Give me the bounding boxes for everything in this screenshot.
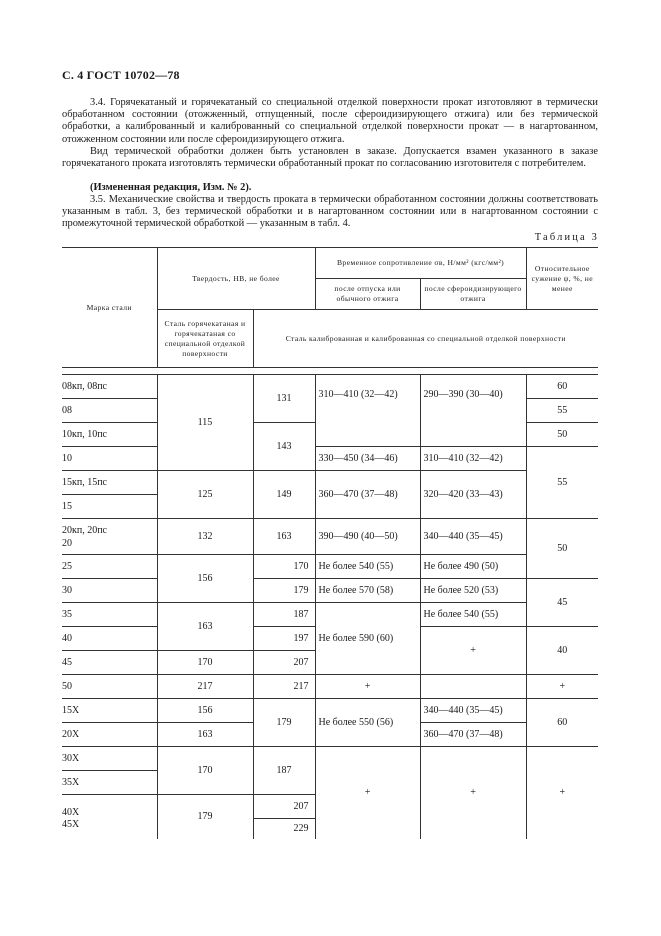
strength-cell: Не более 520 (53) (420, 579, 526, 603)
strength-cell: 290—390 (30—40) (420, 375, 526, 447)
strength-cell: + (420, 627, 526, 675)
reduction-cell: 40 (526, 627, 598, 675)
paragraph-heat-treatment: Вид термической обработки должен быть установлен в заказе. Допускается взамен указанного в заказе горячекатаного проката изготовлять термически обработанный прокат по согласованию изготовителя с потребителем. (62, 146, 598, 170)
hardness-cell: 207 (253, 795, 315, 819)
grade-cell: 20кп, 20пс 20 (62, 519, 157, 555)
grade-cell: 35Х (62, 771, 157, 795)
hardness-cell: 115 (157, 375, 253, 471)
hardness-cell: 163 (253, 519, 315, 555)
grade-cell: 40 (62, 627, 157, 651)
grade-cell: 15Х (62, 699, 157, 723)
hardness-cell: 156 (157, 555, 253, 603)
header-reduction: Относительное сужение ψ, %, не менее (526, 248, 598, 310)
hardness-cell: 187 (253, 603, 315, 627)
hardness-cell: 132 (157, 519, 253, 555)
strength-cell: 330—450 (34—46) (315, 447, 420, 471)
hardness-cell: 156 (157, 699, 253, 723)
reduction-cell: 55 (526, 399, 598, 423)
hardness-cell: 187 (253, 747, 315, 795)
hardness-cell: 179 (253, 579, 315, 603)
page-header: С. 4 ГОСТ 10702—78 (62, 68, 180, 82)
hardness-cell: 163 (157, 723, 253, 747)
strength-cell: + (315, 747, 420, 839)
strength-cell: Не более 540 (55) (420, 603, 526, 627)
hardness-cell: 149 (253, 471, 315, 519)
strength-cell (420, 675, 526, 699)
reduction-cell: 55 (526, 447, 598, 519)
hardness-cell: 131 (253, 375, 315, 423)
strength-cell: 340—440 (35—45) (420, 519, 526, 555)
hardness-cell: 229 (253, 819, 315, 839)
grade-cell: 40Х (62, 795, 157, 819)
reduction-cell: 60 (526, 699, 598, 747)
table-label: Таблица 3 (534, 232, 599, 243)
strength-cell: + (315, 675, 420, 699)
header-hardness: Твердость, НВ, не более (157, 248, 315, 310)
hardness-cell: 207 (253, 651, 315, 675)
strength-cell: 310—410 (32—42) (315, 375, 420, 447)
grade-cell: 30Х (62, 747, 157, 771)
hardness-cell: 217 (157, 675, 253, 699)
strength-cell: 360—470 (37—48) (315, 471, 420, 519)
hardness-cell: 197 (253, 627, 315, 651)
header-after-spheroidizing: после сфероидизирующего отжига (420, 279, 526, 310)
hardness-cell: 170 (157, 651, 253, 675)
reduction-cell: + (526, 747, 598, 839)
strength-cell: 360—470 (37—48) (420, 723, 526, 747)
grade-cell: 15 (62, 495, 157, 519)
reduction-cell: 60 (526, 375, 598, 399)
grade-cell: 08 (62, 399, 157, 423)
strength-cell: 310—410 (32—42) (420, 447, 526, 471)
header-gap (62, 368, 598, 375)
header-calibrated: Сталь калиброванная и калиброванная со специальной отделкой поверхности (253, 310, 598, 368)
grade-cell: 10 (62, 447, 157, 471)
hardness-cell: 170 (253, 555, 315, 579)
grade-cell: 10кп, 10пс (62, 423, 157, 447)
strength-cell: Не более 570 (58) (315, 579, 420, 603)
reduction-cell: + (526, 675, 598, 699)
header-strength: Временное сопротивление σв, Н/мм² (кгс/мм²) (315, 248, 526, 279)
strength-cell: Не более 490 (50) (420, 555, 526, 579)
grade-cell: 45Х (62, 819, 157, 839)
reduction-cell: 50 (526, 519, 598, 579)
grade-cell: 45 (62, 651, 157, 675)
grade-cell: 15кп, 15пс (62, 471, 157, 495)
hardness-cell: 143 (253, 423, 315, 471)
hardness-cell: 179 (253, 699, 315, 747)
grade-cell: 20Х (62, 723, 157, 747)
strength-cell: + (420, 747, 526, 839)
paragraph-3-4: 3.4. Горячекатаный и горячекатаный со специальной отделкой поверхности прокат изготовляют в термически обработанном состоянии (отожженный, отпущенный, после сфероидизирующего отжига) или без термической обработки, а калиброванный и калиброванный со специальной отделкой поверхности прокат — в нагартованном, отожженном состоянии или после сфероидизирующего отжига. (62, 97, 598, 145)
strength-cell: Не более 550 (56) (315, 699, 420, 747)
hardness-cell: 170 (157, 747, 253, 795)
hardness-cell: 179 (157, 795, 253, 839)
grade-cell: 30 (62, 579, 157, 603)
strength-cell: 340—440 (35—45) (420, 699, 526, 723)
header-grade: Марка стали (62, 248, 157, 368)
hardness-cell: 163 (157, 603, 253, 651)
paragraph-revision-note: (Измененная редакция, Изм. № 2). (90, 182, 252, 193)
reduction-cell: 45 (526, 579, 598, 627)
strength-cell: Не более 590 (60) (315, 603, 420, 675)
grade-cell: 50 (62, 675, 157, 699)
table-3 (62, 247, 598, 839)
paragraph-3-5: 3.5. Механические свойства и твердость проката в термически обработанном состоянии должны соответствовать указанным в табл. 3, без термической обработки и в нагартованном состоянии или в нагартованном состоянии с промежуточной термической обработкой — указанным в табл. 4. (62, 194, 598, 230)
grade-cell: 25 (62, 555, 157, 579)
strength-cell: 390—490 (40—50) (315, 519, 420, 555)
strength-cell: 320—420 (33—43) (420, 471, 526, 519)
hardness-cell: 217 (253, 675, 315, 699)
grade-cell: 35 (62, 603, 157, 627)
header-hot-rolled: Сталь горячекатаная и горячекатаная со специальной отделкой поверхности (157, 310, 253, 368)
grade-cell: 08кп, 08пс (62, 375, 157, 399)
hardness-cell: 125 (157, 471, 253, 519)
reduction-cell: 50 (526, 423, 598, 447)
strength-cell: Не более 540 (55) (315, 555, 420, 579)
header-after-tempering: после отпуска или обычного отжига (315, 279, 420, 310)
